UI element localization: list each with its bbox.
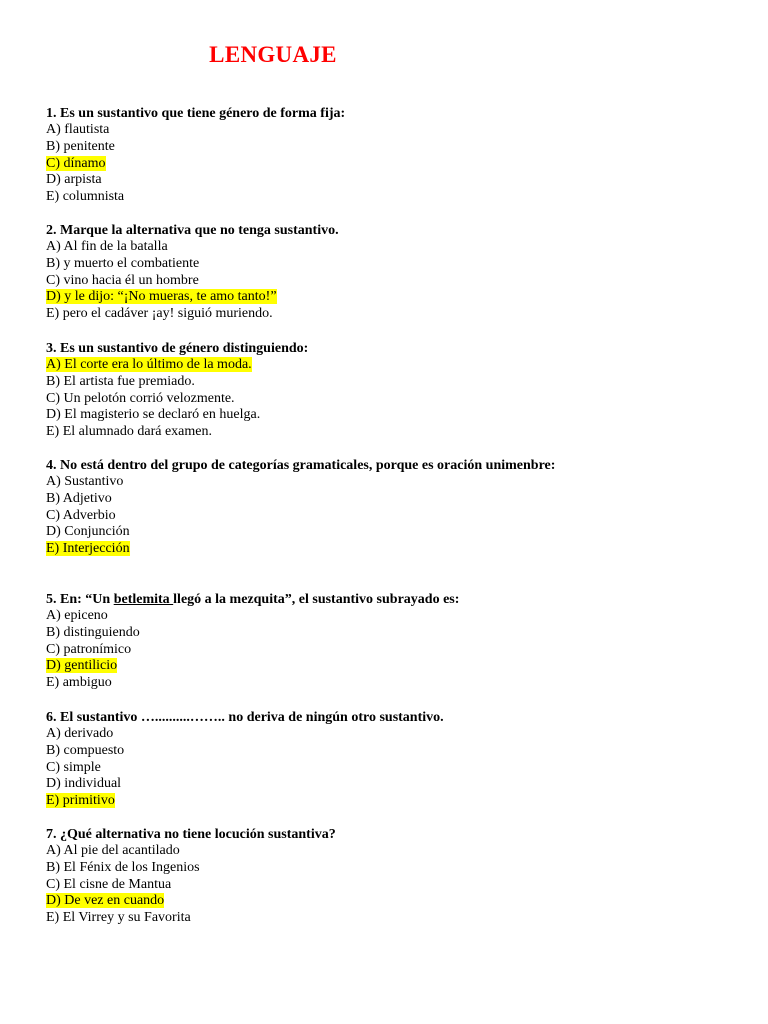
- option-e: E) columnista: [46, 189, 125, 205]
- option-d-highlighted: D) gentilicio: [46, 658, 118, 674]
- option-e-highlighted: E) Interjección: [46, 541, 130, 557]
- option-b: B) El Fénix de los Ingenios: [46, 859, 200, 875]
- option-b: B) Adjetivo: [46, 490, 112, 506]
- option-e-highlighted: E) primitivo: [46, 793, 115, 809]
- question-title: 6. El sustantivo …..........…….. no deriva de ningún otro sustantivo.: [46, 710, 444, 725]
- question-2: [46, 222, 746, 323]
- question-7: [46, 826, 746, 927]
- option-d: D) El magisterio se declaró en huelga.: [46, 407, 261, 423]
- option-b: B) compuesto: [46, 742, 125, 758]
- option-d-highlighted: D) De vez en cuando: [46, 893, 165, 909]
- question-title-start: 5. En: “Un: [46, 592, 114, 607]
- option-d: D) Conjunción: [46, 524, 130, 540]
- option-c-highlighted: C) dínamo: [46, 155, 106, 171]
- option-c: C) vino hacia él un hombre: [46, 272, 199, 288]
- option-c: C) Un pelotón corrió velozmente.: [46, 390, 235, 406]
- question-6: [46, 709, 746, 810]
- option-e: E) El alumnado dará examen.: [46, 424, 212, 440]
- question-title: 3. Es un sustantivo de género distinguiendo:: [46, 341, 309, 356]
- option-c: C) simple: [46, 759, 101, 775]
- question-title-end: llegó a la mezquita”, el sustantivo subrayado es:: [173, 592, 460, 607]
- question-4: [46, 457, 746, 558]
- option-c: C) patronímico: [46, 641, 132, 657]
- option-d: D) individual: [46, 776, 122, 792]
- option-d: D) arpista: [46, 172, 102, 188]
- underlined-word: betlemita: [113, 592, 174, 607]
- question-title: 7. ¿Qué alternativa no tiene locución sustantiva?: [46, 827, 336, 842]
- option-a: A) epiceno: [46, 608, 108, 623]
- option-c: C) Adverbio: [46, 507, 116, 523]
- question-title: 2. Marque la alternativa que no tenga sustantivo.: [46, 223, 339, 238]
- option-a-highlighted: A) El corte era lo último de la moda.: [46, 357, 252, 372]
- question-title: [46, 591, 746, 608]
- option-a: A) derivado: [46, 726, 114, 741]
- option-a: A) flautista: [46, 122, 110, 137]
- option-b: B) penitente: [46, 138, 115, 154]
- option-e: E) El Virrey y su Favorita: [46, 910, 191, 926]
- question-1: [46, 105, 746, 206]
- question-5: [46, 591, 746, 692]
- option-a: A) Sustantivo: [46, 474, 124, 489]
- option-b: B) El artista fue premiado.: [46, 373, 195, 389]
- option-a: A) Al pie del acantilado: [46, 843, 180, 858]
- option-b: B) y muerto el combatiente: [46, 255, 200, 271]
- option-b: B) distinguiendo: [46, 624, 140, 640]
- question-title: 1. Es un sustantivo que tiene género de forma fija:: [46, 106, 346, 121]
- option-c: C) El cisne de Mantua: [46, 876, 172, 892]
- question-3: [46, 340, 746, 441]
- option-e: E) ambiguo: [46, 675, 112, 691]
- page-title: LENGUAJE: [209, 42, 337, 67]
- option-a: A) Al fin de la batalla: [46, 239, 168, 254]
- option-d-highlighted: D) y le dijo: “¡No mueras, te amo tanto!”: [46, 289, 277, 305]
- question-title: 4. No está dentro del grupo de categorías gramaticales, porque es oración unimenbre:: [46, 458, 556, 473]
- option-e: E) pero el cadáver ¡ay! siguió muriendo.: [46, 306, 273, 322]
